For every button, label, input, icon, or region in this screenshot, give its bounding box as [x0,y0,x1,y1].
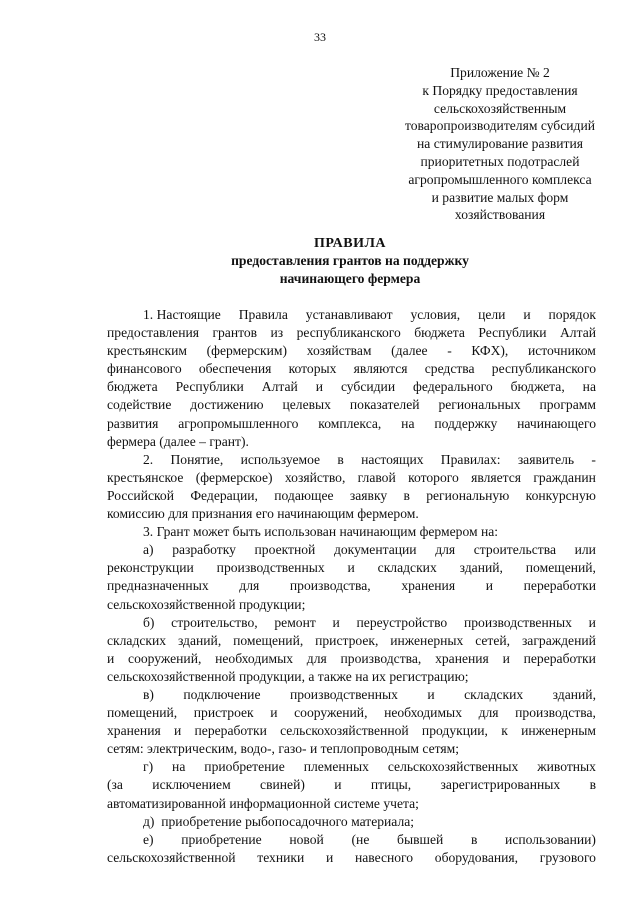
word: гражданин [533,469,596,485]
word: переустройство [356,614,448,630]
word: техники [257,849,305,865]
word: агропромышленного [178,415,299,431]
word: целевых [282,397,331,413]
word: которых [288,361,337,377]
word: навесного [354,849,414,865]
word: конкурсную [525,487,596,503]
word: сетям: электрическим, водо-, газо- и теплопроводным сетям; [107,741,459,757]
word: сельскохозяйственных [387,759,519,775]
word: и [588,614,596,630]
word: производственных [289,686,398,702]
word: и [334,777,342,793]
word: ремонт [274,614,316,630]
text-line [107,740,596,758]
word: являются [353,361,408,377]
text-line [107,324,596,342]
word: - [591,451,596,467]
word: и [315,379,323,395]
appendix-line: товаропроизводителям субсидий [404,118,596,134]
word: и [523,307,531,322]
word: племенных [303,759,369,775]
word: инженерных [390,632,464,648]
word: обеспечения [198,361,272,377]
appendix-header [380,64,620,224]
word: крестьянское [107,469,184,485]
word: птицы, [370,777,412,793]
word: необходимых [384,705,462,721]
word: документации [333,542,417,558]
word: заявитель [517,451,575,467]
word: хранения [435,650,489,666]
word: бюджета [414,325,465,341]
word: республиканского [491,361,596,377]
word: и [347,560,355,576]
word: необходимых [215,650,294,666]
text-line [107,378,596,396]
word: в) [143,686,154,702]
text-line [107,523,596,541]
word: и [502,650,510,666]
word: развития [107,415,159,431]
text-line [107,813,596,831]
word: и [174,723,182,739]
word: региональных [438,397,521,413]
appendix-line: хозяйствования [454,207,546,223]
text-line [107,776,596,794]
word: помещений, [107,705,178,721]
word: хранения [401,578,456,594]
word: для [435,542,456,558]
word: или [574,542,596,558]
word: предназначенных [107,578,209,594]
word: и [107,650,115,666]
word: сельскохозяйственной [107,849,236,865]
word: 1. Настоящие [143,307,221,322]
word: использовании) [505,831,596,847]
word: оборудования, [434,849,519,865]
word: Алтай [261,379,298,395]
text-line [107,722,596,740]
word: животных [537,759,596,775]
word: для [306,650,327,666]
word: (за [107,777,123,793]
word: (далее [391,343,428,359]
word: Республики [175,379,244,395]
appendix-line: сельскохозяйственным [433,100,567,116]
word: исключением [152,777,231,793]
document-title: ПРАВИЛА [313,236,387,251]
text-line [107,596,596,614]
text-line [107,306,596,324]
text-line [107,650,596,668]
word: достижению [190,397,264,413]
word: 3. Грант может быть использован начинающим фермером на: [143,524,499,540]
text-line [107,487,596,505]
word: бюджета, [510,379,565,395]
word: хозяйство, [284,469,346,485]
word: хозяйствам [306,343,372,359]
text-line [107,396,596,414]
text-line [107,668,596,686]
word: новой [289,831,324,847]
word: на [401,415,415,431]
word: пристроек [193,705,254,721]
word: комплекса, [318,415,382,431]
word: устанавливают [305,307,393,322]
text-line [107,451,596,469]
appendix-line: приоритетных подотраслей [420,153,580,169]
word: Алтай [559,325,596,341]
word: и [325,849,334,865]
word: сельскохозяйственной продукции; [107,596,306,612]
word: свиней) [260,777,305,793]
word: региональную [426,487,510,503]
word: заграждений [521,632,596,648]
word: зданий, [552,686,596,702]
word: и [332,614,340,630]
word: - [447,343,452,359]
word: начинающего [517,415,596,431]
word: подключение [183,686,261,702]
word: (не [351,831,370,847]
word: источником [527,343,596,359]
word: в [589,777,596,793]
word: и [270,705,278,721]
word: субсидии [340,379,396,395]
text-line [107,831,596,849]
appendix-line: агропромышленного комплекса [408,171,592,187]
word: к [501,723,508,739]
word: республиканского [296,325,401,341]
word: используемое [240,451,321,467]
page-number: 33 [314,30,326,44]
word: продукции, [421,723,488,739]
word: в [403,487,410,503]
word: складских [464,686,524,702]
word: Республики [478,325,547,341]
word: зданий, [177,632,222,648]
word: цели [478,307,506,322]
word: производства, [340,650,422,666]
word: подающее [274,487,334,503]
word: в [470,831,478,847]
word: на [582,379,596,395]
word: финансового [107,361,182,377]
word: сетей, [475,632,511,648]
word: зданий, [459,560,503,576]
word: сооружений, [294,705,368,721]
word: порядок [548,307,596,322]
text-line [107,541,596,559]
word: переработки [523,650,596,666]
word: условия, [410,307,461,322]
word: складских [377,560,437,576]
word: бюджета [107,379,158,395]
word: Правилах: [440,451,501,467]
word: сельскохозяйственной продукции, а также на их регистрацию; [107,668,469,684]
text-line [107,433,596,451]
word: строительство, [171,614,258,630]
word: бывшей [397,831,444,847]
word: которого [408,469,459,485]
word: является [471,469,522,485]
text-line [107,632,596,650]
word: и [427,686,435,702]
word: программ [539,397,596,413]
word: в [337,451,344,467]
text-line [107,614,596,632]
word: Правила [238,307,288,322]
word: крестьянским [107,343,187,359]
word: Понятие, [170,451,224,467]
text-line [107,342,596,360]
word: помещений, [233,632,304,648]
text-line [107,795,596,813]
word: фермера (далее – грант). [107,433,249,449]
word: для [239,578,260,594]
word: автоматизированной информационной системе учета; [107,795,419,811]
word: настоящих [361,451,424,467]
word: д) приобретение рыбопосадочного материала; [143,813,415,829]
appendix-line: к Порядку предоставления [422,82,578,98]
word: зарегистрированных [440,777,561,793]
word: грантов [212,325,258,341]
text-line [107,415,596,433]
word: сельскохозяйственной [280,723,409,739]
word: е) [143,831,154,847]
word: и [485,578,493,594]
word: хранения [107,723,161,739]
text-line [107,469,596,487]
word: Федерации, [190,487,258,503]
word: 2. [143,451,154,467]
word: (фермерское) [195,469,273,485]
word: из [270,325,284,341]
word: переработки [523,578,596,594]
text-line [107,704,596,722]
text-line [107,559,596,577]
text-line [107,758,596,776]
text-line [107,505,596,523]
word: а) [143,542,154,558]
word: поддержку [434,415,498,431]
word: сооружений, [128,650,202,666]
word: производственных [463,614,572,630]
text-line [107,577,596,595]
document-subtitle [0,252,640,288]
word: складских [107,632,167,648]
word: приобретение [204,759,285,775]
word: комиссию для признания его начинающим фермером. [107,506,419,522]
word: грузового [539,849,596,865]
text-line [107,849,596,867]
word: помещений, [525,560,596,576]
text-line [107,360,596,378]
word: инженерным [521,723,596,739]
word: г) [143,759,154,775]
word: на [172,759,186,775]
text-line [107,686,596,704]
word: производства, [289,578,371,594]
word: заявку [349,487,388,503]
appendix-line: на стимулирование развития [416,136,584,152]
word: предоставления [107,325,200,341]
word: строительства [473,542,556,558]
word: показателей [349,397,420,413]
word: (фермерским) [206,343,288,359]
subtitle-line: начинающего фермера [279,271,421,286]
word: реконструкции [107,560,194,576]
word: КФХ), [471,343,509,359]
word: главой [357,469,396,485]
word: производства, [515,705,596,721]
word: пристроек, [315,632,379,648]
appendix-line: Приложение № 2 [450,65,550,80]
word: содействие [107,397,172,413]
word: средства [424,361,475,377]
word: для [478,705,499,721]
appendix-line: и развитие малых форм [431,189,569,205]
word: Российской [107,487,174,503]
word: б) [143,614,155,630]
word: разработку [172,542,236,558]
document-body [107,306,596,867]
word: переработки [194,723,267,739]
subtitle-line: предоставления грантов на поддержку [231,253,469,268]
word: приобретение [181,831,262,847]
word: проектной [254,542,316,558]
word: федерального [413,379,493,395]
word: производственных [216,560,325,576]
